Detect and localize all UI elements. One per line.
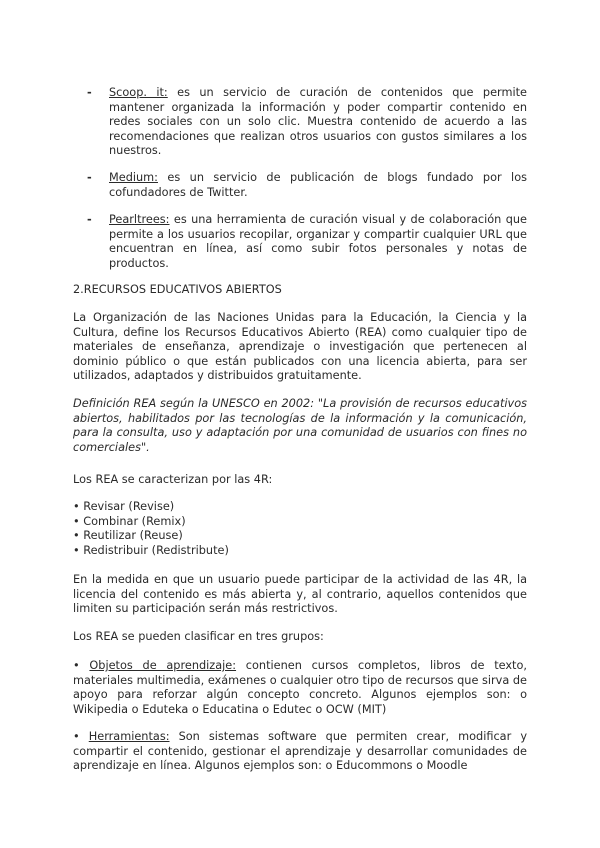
list-item-medium <box>87 171 527 200</box>
four-r-list <box>73 500 527 559</box>
term-tools: Herramientas: <box>88 730 170 743</box>
four-r-intro: Los REA se caracterizan por las 4R: <box>73 473 273 486</box>
description-tools: Son sistemas software que permiten crear, modificar y compartir el contenido, gestionar el aprendizaje y desarrollar comunidades de aprendizaje en línea. Algunos ejemplos son: o Educommons o Moodle <box>73 730 528 773</box>
term-pearltrees: Pearltrees: <box>109 213 170 226</box>
term-medium: Medium: <box>109 171 158 184</box>
definition-quote: Definición REA según la UNESCO en 2002: "La provisión de recursos educativos abiertos, habilitados por las tecnologías de la información y la comunicación, para la consulta, uso y adaptación por una comunidad de usuarios con fines no comerciales". <box>73 397 527 454</box>
list-item-text <box>109 213 527 271</box>
groups-intro: Los REA se pueden clasificar en tres grupos: <box>73 630 324 643</box>
group-learning-objects <box>73 659 527 717</box>
list-item-revise: • Revisar (Revise) <box>73 500 175 513</box>
term-scoopit: Scoop. it: <box>109 86 168 99</box>
description-medium: es un servicio de publicación de blogs fundado por los cofundadores de Twitter. <box>109 171 527 199</box>
list-item-redistribute: • Redistribuir (Redistribute) <box>73 544 229 558</box>
description-pearltrees: es una herramienta de curación visual y de colaboración que permite a los usuarios recopilar, organizar y compartir cualquier URL que encuentran en línea, así como subir fotos personales y notas de productos. <box>109 213 527 270</box>
list-item-text <box>109 86 527 159</box>
list-item-reuse: • Reutilizar (Reuse) <box>73 529 183 543</box>
dash-marker: - <box>87 171 92 184</box>
group-tools <box>73 730 527 774</box>
list-item-pearltrees <box>87 213 527 271</box>
dash-marker: - <box>87 86 92 99</box>
dash-marker: - <box>87 213 92 226</box>
term-learning-objects: Objetos de aprendizaje: <box>89 659 237 672</box>
list-item-text <box>109 171 527 200</box>
list-item-scoopit <box>87 86 527 159</box>
description-learning-objects: contienen cursos completos, libros de texto, materiales multimedia, exámenes o cualquier otro tipo de recursos que sirva de apoyo para reforzar algún concepto concreto. Algunos ejemplos son: o Wikipedia o Eduteka o Educatina o Edutec o OCW (MIT) <box>73 659 527 716</box>
list-item-remix: • Combinar (Remix) <box>73 514 186 528</box>
description-scoopit: es un servicio de curación de contenidos que permite mantener organizada la información y poder compartir contenido en redes sociales con un solo clic. Muestra contenido de acuerdo a las recomendaciones que realizan otros usuarios con gustos similares a los nuestros. <box>109 86 527 158</box>
bullet-marker: • <box>73 730 89 743</box>
participation-paragraph: En la medida en que un usuario puede participar de la actividad de las 4R, la licencia del contenido es más abierta y, al contrario, aquellos contenidos que limiten su participación serán más restrictivos. <box>73 573 527 616</box>
unesco-paragraph: La Organización de las Naciones Unidas para la Educación, la Ciencia y la Cultura, define los Recursos Educativos Abierto (REA) como cualquier tipo de materiales de enseñanza, aprendizaje o investigación que pertenecen al dominio público o que están publicados con una licencia abierta, para ser utilizados, adaptados y distribuidos gratuitamente. <box>73 311 527 383</box>
bullet-marker: • <box>73 659 90 672</box>
section-heading: 2.RECURSOS EDUCATIVOS ABIERTOS <box>73 283 282 296</box>
